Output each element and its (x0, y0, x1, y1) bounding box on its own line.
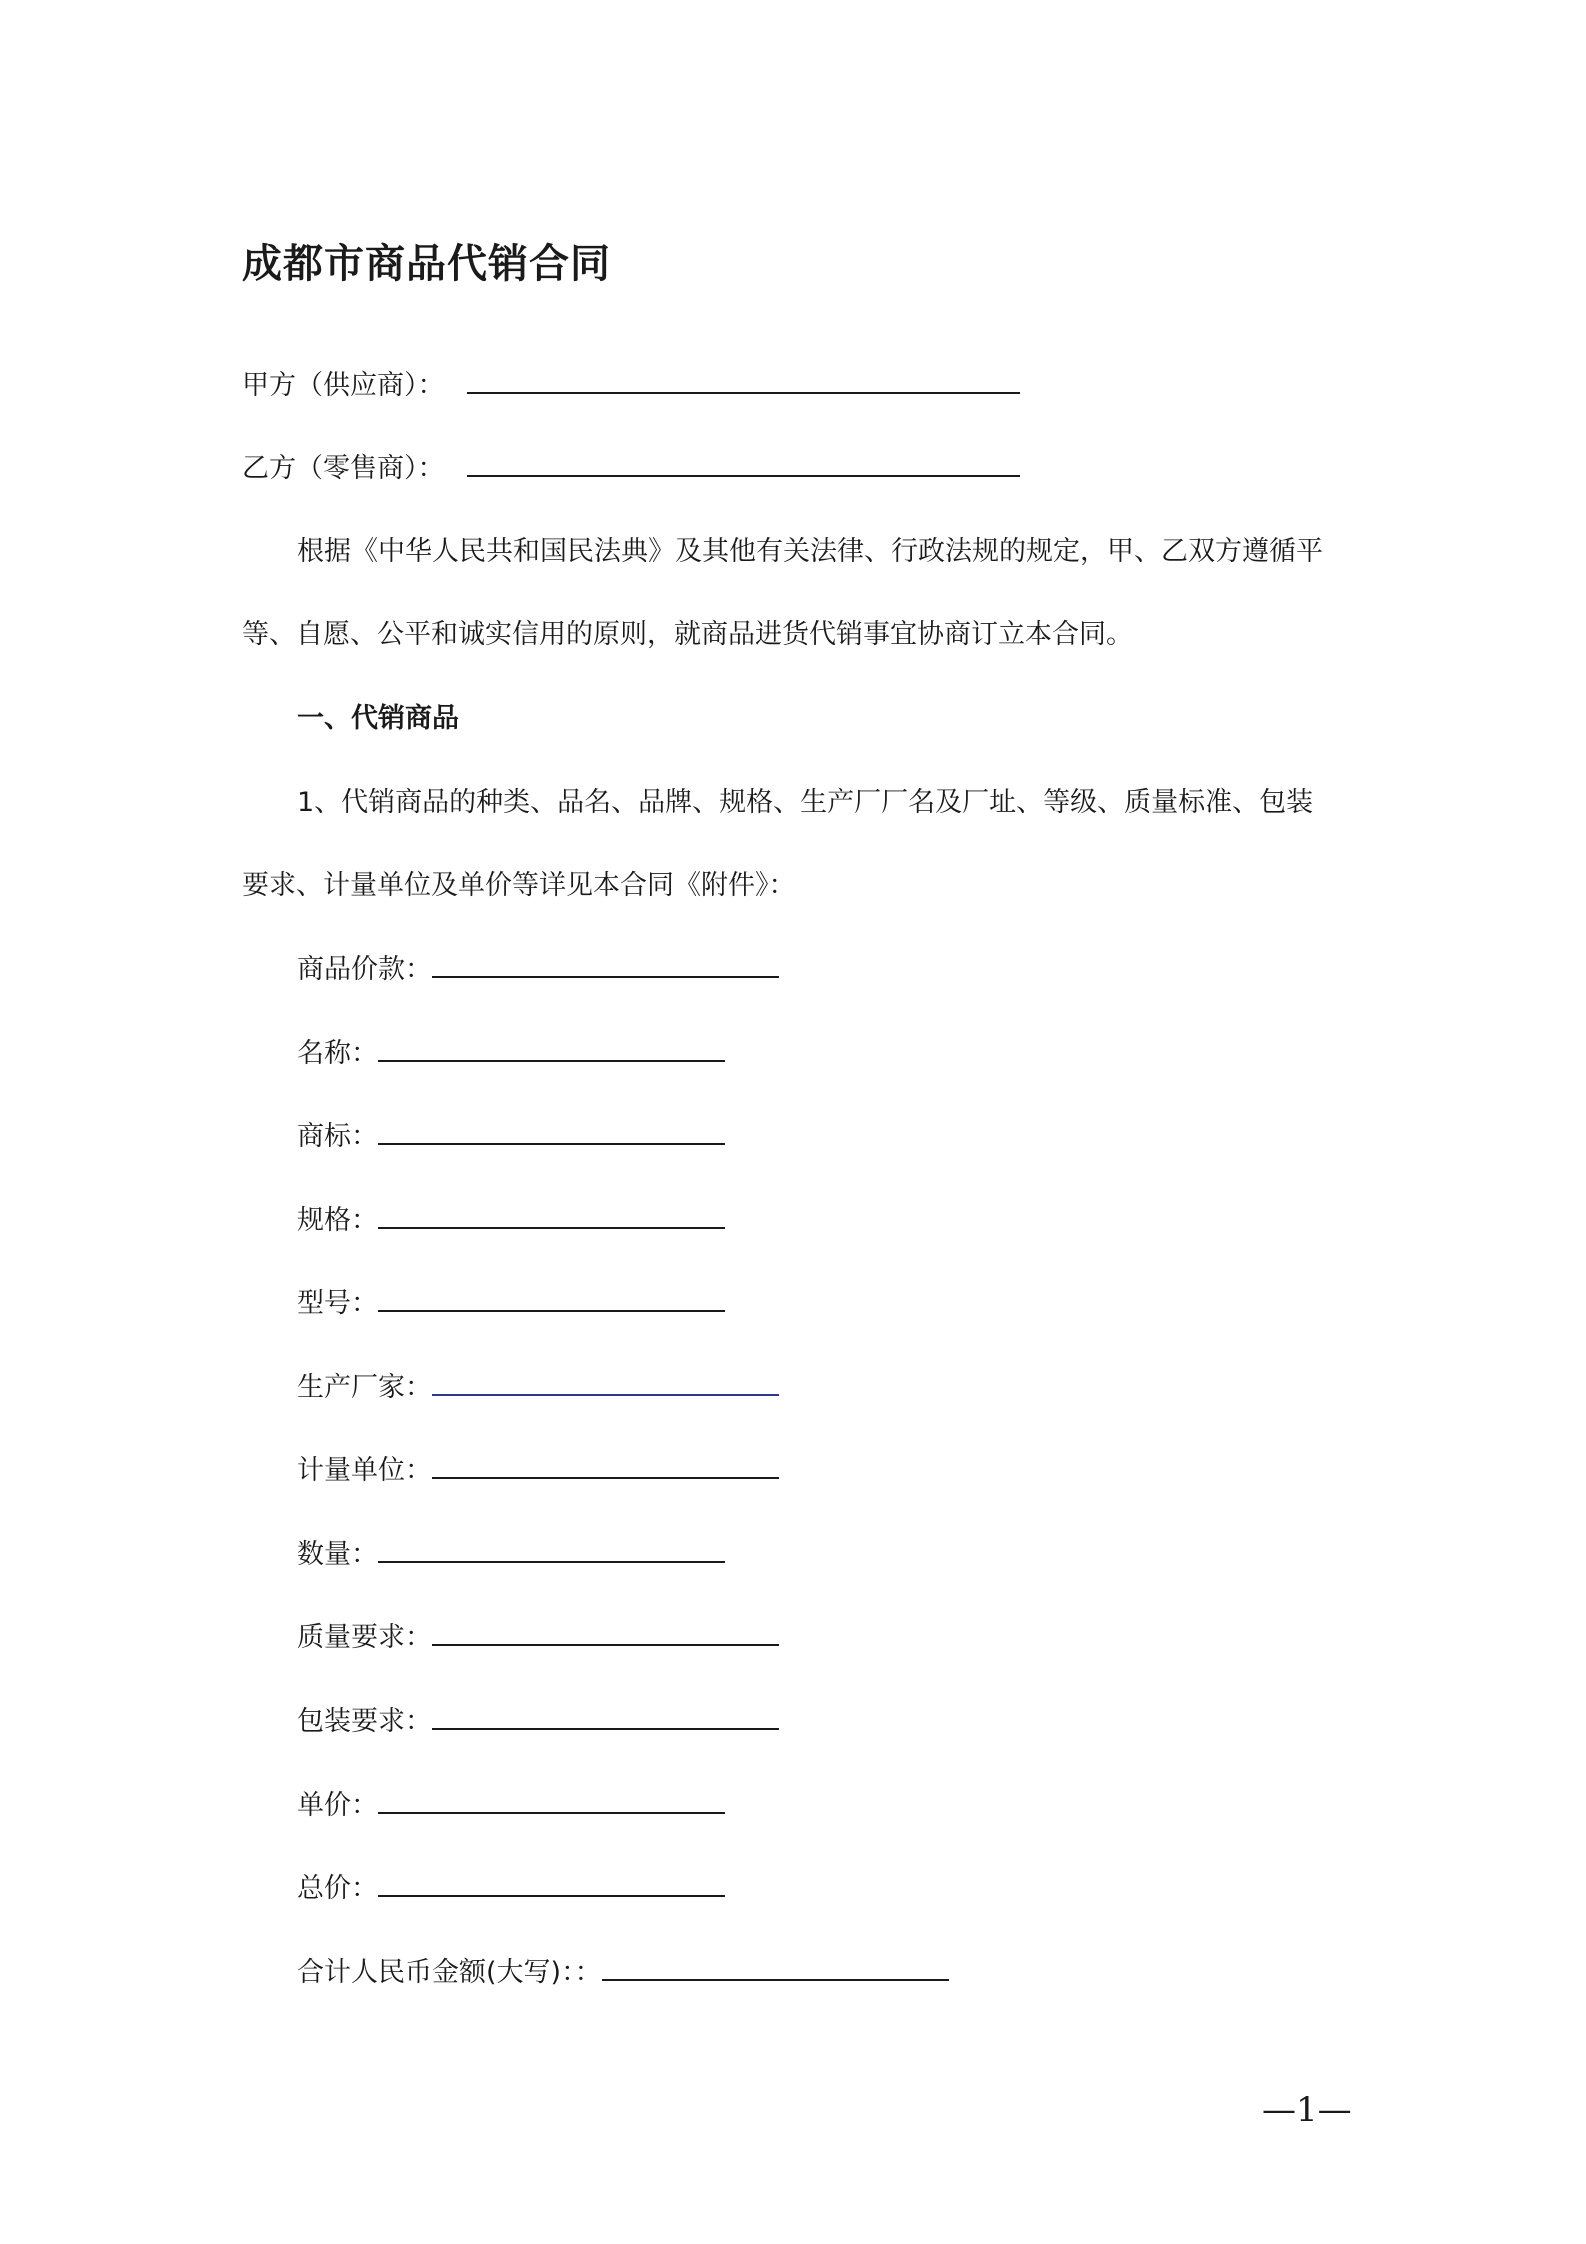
party-a-label: 甲方（供应商）： (242, 370, 445, 401)
field-label: 型号： (297, 1288, 378, 1319)
preamble-line-2: 等、自愿、公平和诚实信用的原则，就商品进货代销事宜协商订立本合同。 (242, 619, 1133, 650)
party-a-blank[interactable] (467, 366, 1020, 394)
field-label: 数量： (297, 1539, 378, 1570)
field-model (297, 1284, 725, 1324)
field-blank[interactable] (378, 1201, 725, 1229)
field-blank[interactable] (378, 1869, 725, 1897)
field-blank[interactable] (378, 1117, 725, 1145)
field-trademark (297, 1117, 725, 1157)
field-packaging (297, 1702, 779, 1742)
field-blank[interactable] (602, 1953, 949, 1981)
field-blank[interactable] (432, 1702, 779, 1730)
field-quantity (297, 1535, 725, 1575)
field-label: 生产厂家： (297, 1372, 432, 1403)
section-1-heading: 一、代销商品 (297, 703, 459, 734)
field-label: 规格： (297, 1205, 378, 1236)
field-unit-price (297, 1786, 725, 1826)
field-blank[interactable] (378, 1786, 725, 1814)
field-blank[interactable] (378, 1284, 725, 1312)
field-label: 计量单位： (297, 1455, 432, 1486)
field-total-price (297, 1869, 725, 1909)
field-price (297, 950, 779, 990)
field-label: 合计人民币金额(大写)：： (297, 1957, 602, 1988)
field-blank[interactable] (378, 1535, 725, 1563)
field-label: 质量要求： (297, 1622, 432, 1653)
party-a-line (242, 366, 1020, 406)
field-blank[interactable] (378, 1034, 725, 1062)
preamble-line-1: 根据《中华人民共和国民法典》及其他有关法律、行政法规的规定，甲、乙双方遵循平 (297, 536, 1323, 567)
field-unit (297, 1451, 779, 1491)
party-b-label: 乙方（零售商）： (242, 453, 445, 484)
field-blank[interactable] (432, 1618, 779, 1646)
field-total-rmb (297, 1953, 949, 1993)
field-label: 总价： (297, 1873, 378, 1904)
field-quality (297, 1618, 779, 1658)
field-label: 包装要求： (297, 1706, 432, 1737)
field-label: 名称： (297, 1038, 378, 1069)
party-b-line (242, 449, 1020, 489)
field-name (297, 1034, 725, 1074)
clause-1-line-2: 要求、计量单位及单价等详见本合同《附件》： (242, 870, 796, 901)
field-blank[interactable] (432, 950, 779, 978)
page-number: —1— (1262, 2090, 1352, 2130)
field-manufacturer (297, 1368, 779, 1408)
field-label: 商标： (297, 1121, 378, 1152)
field-blank[interactable] (432, 1451, 779, 1479)
field-blank[interactable] (432, 1368, 779, 1396)
field-label: 商品价款： (297, 954, 432, 985)
field-label: 单价： (297, 1790, 378, 1821)
page-title: 成都市商品代销合同 (242, 241, 611, 287)
party-b-blank[interactable] (467, 449, 1020, 477)
field-specification (297, 1201, 725, 1241)
clause-1-line-1: 1、代销商品的种类、品名、品牌、规格、生产厂厂名及厂址、等级、质量标准、包装 (297, 787, 1314, 818)
